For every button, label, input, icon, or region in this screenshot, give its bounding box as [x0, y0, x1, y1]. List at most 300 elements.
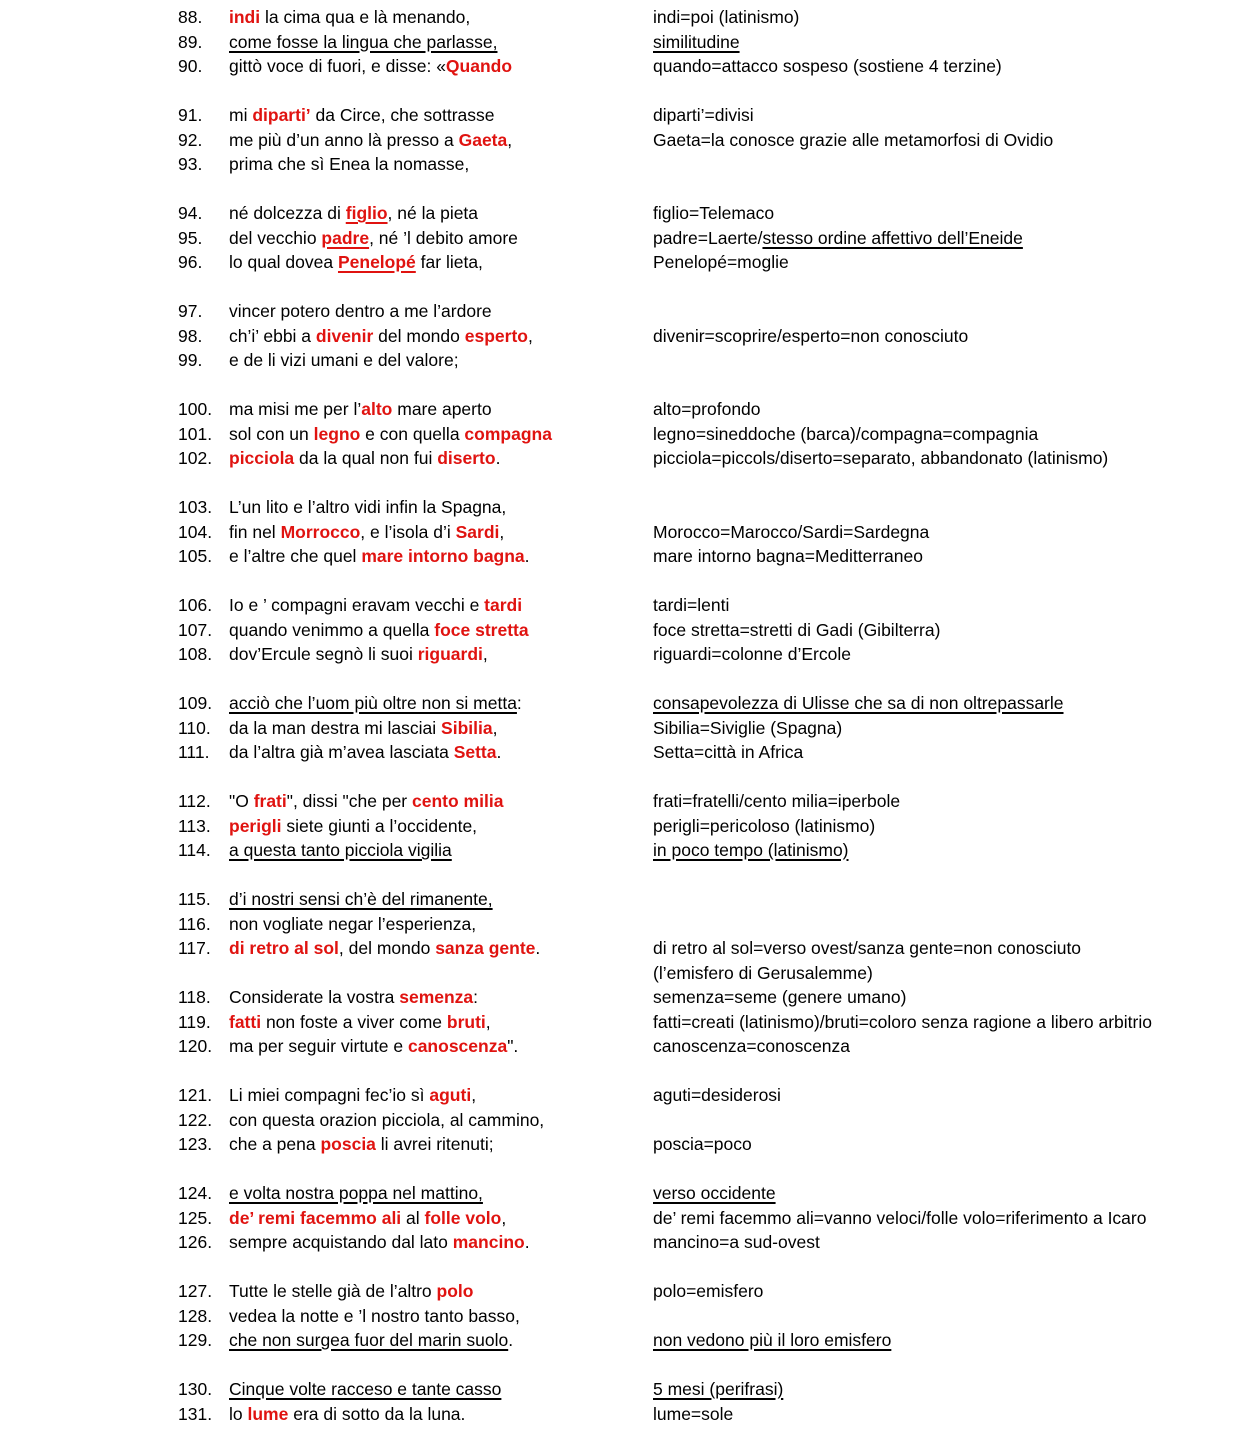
plain-text: che a pena	[229, 1134, 321, 1154]
plain-text: Tutte le stelle già de l’altro	[229, 1281, 437, 1301]
line-number	[178, 1034, 229, 1059]
plain-text: 95.	[178, 227, 203, 248]
plain-text: , e l’isola d’i	[360, 521, 456, 542]
verse-text	[229, 5, 653, 30]
highlighted-term: diserto	[437, 448, 496, 468]
note-text	[653, 103, 1242, 128]
verse-row	[0, 985, 1242, 1010]
spacer-row	[0, 1157, 1242, 1182]
verse-row	[0, 691, 1242, 716]
note-text	[653, 716, 1242, 741]
verse-text	[229, 1377, 653, 1402]
line-number	[178, 397, 229, 422]
plain-text: mi	[229, 105, 253, 125]
verse-text	[229, 250, 653, 275]
verse-text	[229, 716, 653, 741]
verse-row	[0, 5, 1242, 30]
verse-row	[0, 30, 1242, 55]
verse-text	[229, 54, 653, 79]
verse-text	[229, 446, 653, 471]
plain-text: ,	[499, 521, 505, 542]
note-text	[653, 54, 1242, 79]
spacer-row	[0, 863, 1242, 888]
line-number	[178, 103, 229, 128]
plain-text: quando=attacco sospeso (sostiene 4 terzine)	[653, 56, 1002, 76]
plain-text: 129.	[178, 1330, 213, 1350]
plain-text: era di sotto da la luna.	[288, 1403, 466, 1424]
plain-text: 103.	[178, 497, 213, 517]
plain-text: non vogliate negar l’esperienza,	[229, 913, 477, 934]
line-number	[178, 422, 229, 447]
line-number	[178, 520, 229, 545]
verse-text	[229, 936, 653, 961]
plain-text: aguti=desiderosi	[653, 1085, 781, 1105]
underlined-text: come fosse la lingua che parlasse,	[229, 31, 498, 52]
plain-text: 94.	[178, 203, 203, 223]
highlighted-term: bruti	[446, 1011, 486, 1032]
plain-text: e l’altre che quel	[229, 546, 362, 566]
verse-row	[0, 789, 1242, 814]
verse-text	[229, 299, 653, 324]
plain-text: polo=emisfero	[653, 1281, 764, 1301]
plain-text: frati=fratelli/cento milia=iperbole	[653, 791, 901, 811]
plain-text: 102.	[178, 448, 213, 468]
highlighted-term: de’ remi facemmo ali	[229, 1207, 402, 1228]
plain-text: 100.	[178, 399, 213, 419]
underlined-text: acciò che l’uom più oltre non si metta	[229, 693, 517, 713]
plain-text: Gaeta=la conosce grazie alle metamorfosi di Ovidio	[653, 129, 1054, 150]
highlighted-term: alto	[361, 399, 393, 419]
verse-row	[0, 912, 1242, 937]
note-text	[653, 544, 1242, 569]
plain-text: 127.	[178, 1281, 213, 1301]
plain-text: poscia=poco	[653, 1134, 752, 1154]
plain-text: e de li vizi umani e del valore;	[229, 350, 459, 370]
verse-text	[229, 1402, 653, 1427]
plain-text: del mondo	[373, 325, 465, 346]
plain-text: 93.	[178, 154, 203, 174]
line-number	[178, 593, 229, 618]
line-number	[178, 495, 229, 520]
plain-text: .	[535, 938, 541, 958]
plain-text: 126.	[178, 1232, 213, 1252]
verse-text	[229, 1181, 653, 1206]
plain-text: lo	[229, 1403, 248, 1424]
plain-text: 114.	[178, 840, 211, 860]
underlined-text: Cinque volte racceso e tante casso	[229, 1379, 502, 1399]
line-number	[178, 789, 229, 814]
verse-row	[0, 642, 1242, 667]
verse-row	[0, 1132, 1242, 1157]
verse-text	[229, 642, 653, 667]
line-number	[178, 544, 229, 569]
verse-row	[0, 1206, 1242, 1231]
highlighted-term: aguti	[429, 1085, 472, 1105]
plain-text: foce stretta=stretti di Gadi (Gibilterra)	[653, 619, 941, 640]
plain-text: ,	[507, 129, 513, 150]
underlined-text: in poco tempo (latinismo)	[653, 840, 849, 860]
verse-text	[229, 1132, 653, 1157]
line-number	[178, 348, 229, 373]
plain-text: lo qual dovea	[229, 252, 338, 272]
plain-text: al	[401, 1207, 425, 1228]
plain-text: 97.	[178, 301, 203, 321]
note-text	[653, 128, 1242, 153]
underlined-text: e volta nostra poppa nel mattino,	[229, 1183, 483, 1203]
plain-text: 91.	[178, 105, 203, 125]
plain-text: ma per seguir virtute e	[229, 1036, 408, 1056]
note-text	[653, 789, 1242, 814]
note-text	[653, 1010, 1242, 1035]
note-text	[653, 324, 1242, 349]
plain-text: 118.	[178, 987, 211, 1007]
plain-text: 115.	[178, 889, 211, 909]
line-number	[178, 30, 229, 55]
highlighted-term: di retro al sol	[229, 938, 339, 958]
verse-text	[229, 814, 653, 839]
plain-text: de’ remi facemmo ali=vanno veloci/folle volo=riferimento a Icaro	[653, 1207, 1147, 1228]
underlined-text: che non surgea fuor del marin suolo	[229, 1330, 509, 1350]
verse-text	[229, 30, 653, 55]
plain-text: 119.	[178, 1011, 211, 1032]
plain-text: 124.	[178, 1183, 213, 1203]
line-number	[178, 618, 229, 643]
note-text	[653, 985, 1242, 1010]
plain-text: .	[524, 1232, 530, 1252]
verse-text	[229, 324, 653, 349]
plain-text: ,	[471, 1085, 477, 1105]
verse-text	[229, 520, 653, 545]
plain-text: vincer potero dentro a me l’ardore	[229, 301, 492, 321]
plain-text: lume=sole	[653, 1403, 734, 1424]
verse-text	[229, 1206, 653, 1231]
plain-text: .	[524, 546, 530, 566]
line-number	[178, 1279, 229, 1304]
line-number	[178, 912, 229, 937]
note-text	[653, 1377, 1242, 1402]
plain-text: legno=sineddoche (barca)/compagna=compagnia	[653, 423, 1039, 444]
plain-text: mare intorno bagna=Meditterraneo	[653, 546, 923, 566]
note-text	[653, 691, 1242, 716]
plain-text: mare aperto	[392, 399, 492, 419]
highlighted-term: Morrocco	[280, 521, 361, 542]
plain-text: ", dissi "che per	[286, 791, 413, 811]
plain-text: vedea la notte e ’l nostro tanto basso,	[229, 1305, 520, 1326]
highlighted-term: Sibilia	[441, 717, 493, 738]
plain-text: e con quella	[360, 423, 465, 444]
verse-row	[0, 250, 1242, 275]
note-text	[653, 5, 1242, 30]
note-text	[653, 520, 1242, 545]
highlighted-term: figlio	[345, 203, 388, 223]
line-number	[178, 1083, 229, 1108]
spacer-row	[0, 765, 1242, 790]
plain-text: :	[473, 987, 479, 1007]
verse-row	[0, 324, 1242, 349]
verse-text	[229, 593, 653, 618]
verse-text	[229, 618, 653, 643]
verse-row	[0, 593, 1242, 618]
verse-text	[229, 1230, 653, 1255]
line-number	[178, 887, 229, 912]
verse-row	[0, 544, 1242, 569]
note-text	[653, 1206, 1242, 1231]
highlighted-term: sanza gente	[435, 938, 536, 958]
highlighted-term: cento milia	[412, 791, 504, 811]
plain-text: da la qual non fui	[294, 448, 438, 468]
plain-text: diparti’=divisi	[653, 105, 754, 125]
line-number	[178, 838, 229, 863]
highlighted-term: fatti	[229, 1011, 262, 1032]
verse-row	[0, 1377, 1242, 1402]
verse-text	[229, 128, 653, 153]
line-number	[178, 1108, 229, 1133]
plain-text: divenir=scoprire/esperto=non conosciuto	[653, 325, 969, 346]
highlighted-term: mancino	[452, 1232, 525, 1252]
plain-text: alto=profondo	[653, 399, 761, 419]
line-number	[178, 299, 229, 324]
verse-row	[0, 1402, 1242, 1427]
spacer-row	[0, 961, 1242, 986]
highlighted-term: polo	[436, 1281, 474, 1301]
plain-text: ,	[482, 644, 488, 664]
underlined-text: consapevolezza di Ulisse che sa di non oltrepassarle	[653, 693, 1064, 713]
plain-text: 98.	[178, 325, 203, 346]
plain-text: 107.	[178, 619, 213, 640]
note-text	[653, 422, 1242, 447]
line-number	[178, 324, 229, 349]
plain-text: gittò voce di fuori, e disse: «	[229, 56, 446, 76]
plain-text: , né ’l debito amore	[369, 227, 518, 248]
plain-text: figlio=Telemaco	[653, 203, 775, 223]
plain-text: di retro al sol=verso ovest/sanza gente=non conosciuto	[653, 938, 1082, 958]
note-text	[653, 1230, 1242, 1255]
spacer-row	[0, 79, 1242, 104]
plain-text: 128.	[178, 1305, 213, 1326]
note-text	[653, 838, 1242, 863]
highlighted-term: perigli	[229, 815, 282, 836]
plain-text: da Circe, che sottrasse	[310, 105, 495, 125]
line-number	[178, 936, 229, 961]
plain-text: Penelopé=moglie	[653, 252, 789, 272]
plain-text: da l’altra già m’avea lasciata	[229, 742, 454, 762]
verse-text	[229, 740, 653, 765]
line-number	[178, 226, 229, 251]
note-text	[653, 1083, 1242, 1108]
plain-text: ,	[492, 717, 498, 738]
verse-row	[0, 740, 1242, 765]
plain-text: , del mondo	[338, 938, 436, 958]
verse-text	[229, 1034, 653, 1059]
plain-text: 88.	[178, 7, 203, 27]
verse-text	[229, 1083, 653, 1108]
plain-text: 111.	[178, 742, 210, 762]
note-text	[653, 740, 1242, 765]
verse-text	[229, 1108, 653, 1133]
verse-row	[0, 618, 1242, 643]
line-number	[178, 642, 229, 667]
plain-text: ch’i’ ebbi a	[229, 325, 316, 346]
highlighted-term: folle volo	[424, 1207, 502, 1228]
plain-text: :	[516, 693, 522, 713]
plain-text: 131.	[178, 1403, 213, 1424]
note-text	[653, 201, 1242, 226]
note-text	[653, 1328, 1242, 1353]
plain-text: 116.	[178, 913, 211, 934]
plain-text: ,	[485, 1011, 491, 1032]
plain-text: riguardi=colonne d’Ercole	[653, 644, 851, 664]
verse-text	[229, 1010, 653, 1035]
plain-text: Considerate la vostra	[229, 987, 400, 1007]
highlighted-term: Sardi	[455, 521, 500, 542]
note-text	[653, 446, 1242, 471]
plain-text: 89.	[178, 31, 203, 52]
verse-row	[0, 887, 1242, 912]
verse-text	[229, 985, 653, 1010]
line-number	[178, 740, 229, 765]
note-text	[653, 618, 1242, 643]
spacer-row	[0, 177, 1242, 202]
verse-row	[0, 1230, 1242, 1255]
verse-row	[0, 397, 1242, 422]
plain-text: far lieta,	[415, 252, 483, 272]
note-text	[653, 226, 1242, 251]
note-text	[653, 1132, 1242, 1157]
line-number	[178, 1206, 229, 1231]
plain-text: mancino=a sud-ovest	[653, 1232, 820, 1252]
plain-text: siete giunti a l’occidente,	[281, 815, 478, 836]
plain-text: picciola=piccols/diserto=separato, abbandonato (latinismo)	[653, 448, 1109, 468]
plain-text: 92.	[178, 129, 203, 150]
verse-text	[229, 495, 653, 520]
highlighted-term: mare intorno bagna	[361, 546, 525, 566]
verse-row	[0, 520, 1242, 545]
spacer-row	[0, 569, 1242, 594]
verse-row	[0, 1083, 1242, 1108]
verse-row	[0, 54, 1242, 79]
plain-text: indi=poi (latinismo)	[653, 7, 800, 27]
highlighted-term: Gaeta	[458, 129, 508, 150]
note-text	[653, 1279, 1242, 1304]
line-number	[178, 54, 229, 79]
verse-row	[0, 936, 1242, 961]
line-number	[178, 5, 229, 30]
plain-text: 99.	[178, 350, 203, 370]
verse-row	[0, 1328, 1242, 1353]
note-text	[653, 642, 1242, 667]
plain-text: Io e ’ compagni eravam vecchi e	[229, 595, 485, 615]
spacer-row	[0, 1255, 1242, 1280]
plain-text: .	[508, 1330, 514, 1350]
note-text	[653, 1402, 1242, 1427]
plain-text: fin nel	[229, 521, 281, 542]
plain-text: 101.	[178, 423, 213, 444]
plain-text: sol con un	[229, 423, 314, 444]
verse-text	[229, 1328, 653, 1353]
plain-text: 106.	[178, 595, 213, 615]
plain-text: 122.	[178, 1109, 213, 1130]
verse-row	[0, 1279, 1242, 1304]
note-text	[653, 397, 1242, 422]
plain-text: né dolcezza di	[229, 203, 346, 223]
plain-text: 108.	[178, 644, 213, 664]
note-text	[653, 961, 1242, 986]
line-number	[178, 1304, 229, 1329]
plain-text: .	[495, 448, 501, 468]
spacer-row	[0, 667, 1242, 692]
plain-text: fatti=creati (latinismo)/bruti=coloro senza ragione a libero arbitrio	[653, 1011, 1152, 1032]
plain-text: 117.	[178, 938, 211, 958]
plain-text: ".	[507, 1036, 519, 1056]
verse-row	[0, 716, 1242, 741]
verse-text	[229, 348, 653, 373]
underlined-text: verso occidente	[653, 1183, 776, 1203]
verse-text	[229, 912, 653, 937]
plain-text: , né la pieta	[387, 203, 479, 223]
plain-text: ,	[501, 1207, 507, 1228]
plain-text: ,	[527, 325, 533, 346]
highlighted-term: Penelopé	[337, 252, 416, 272]
highlighted-term: indi	[229, 7, 261, 27]
note-text	[653, 250, 1242, 275]
note-text	[653, 936, 1242, 961]
plain-text: .	[496, 742, 502, 762]
note-text	[653, 814, 1242, 839]
plain-text: tardi=lenti	[653, 595, 730, 615]
plain-text: Sibilia=Siviglie (Spagna)	[653, 717, 843, 738]
verse-text	[229, 544, 653, 569]
verse-text	[229, 887, 653, 912]
line-number	[178, 1010, 229, 1035]
highlighted-term: Setta	[453, 742, 497, 762]
verse-row	[0, 814, 1242, 839]
plain-text: con questa orazion picciola, al cammino,	[229, 1109, 545, 1130]
highlighted-term: divenir	[315, 325, 374, 346]
plain-text: 125.	[178, 1207, 213, 1228]
line-number	[178, 128, 229, 153]
plain-text: 123.	[178, 1134, 213, 1154]
plain-text: 130.	[178, 1379, 213, 1399]
verse-text	[229, 422, 653, 447]
underlined-text: similitudine	[653, 31, 740, 52]
note-text	[653, 1181, 1242, 1206]
highlighted-term: lume	[247, 1403, 289, 1424]
spacer-row	[0, 1353, 1242, 1378]
plain-text: Li miei compagni fec’io sì	[229, 1085, 430, 1105]
verse-text	[229, 1279, 653, 1304]
verse-text	[229, 1304, 653, 1329]
plain-text: la cima qua e là menando,	[260, 7, 471, 27]
line-number	[178, 814, 229, 839]
plain-text: li avrei ritenuti;	[375, 1134, 494, 1154]
line-number	[178, 716, 229, 741]
underlined-text: d’i nostri sensi ch’è del rimanente,	[229, 889, 493, 909]
spacer-row	[0, 373, 1242, 398]
underlined-text: non vedono più il loro emisfero	[653, 1330, 892, 1350]
verse-text	[229, 152, 653, 177]
highlighted-term: semenza	[399, 987, 474, 1007]
highlighted-term: Quando	[445, 56, 513, 76]
highlighted-term: padre	[321, 227, 370, 248]
plain-text: 112.	[178, 791, 211, 811]
plain-text: (l’emisfero di Gerusalemme)	[653, 962, 873, 983]
highlighted-term: poscia	[320, 1134, 376, 1154]
underlined-text: a questa tanto picciola vigilia	[229, 840, 452, 860]
note-text	[653, 1034, 1242, 1059]
plain-text: del vecchio	[229, 227, 322, 248]
plain-text: me più d’un anno là presso a	[229, 129, 459, 150]
verse-row	[0, 226, 1242, 251]
